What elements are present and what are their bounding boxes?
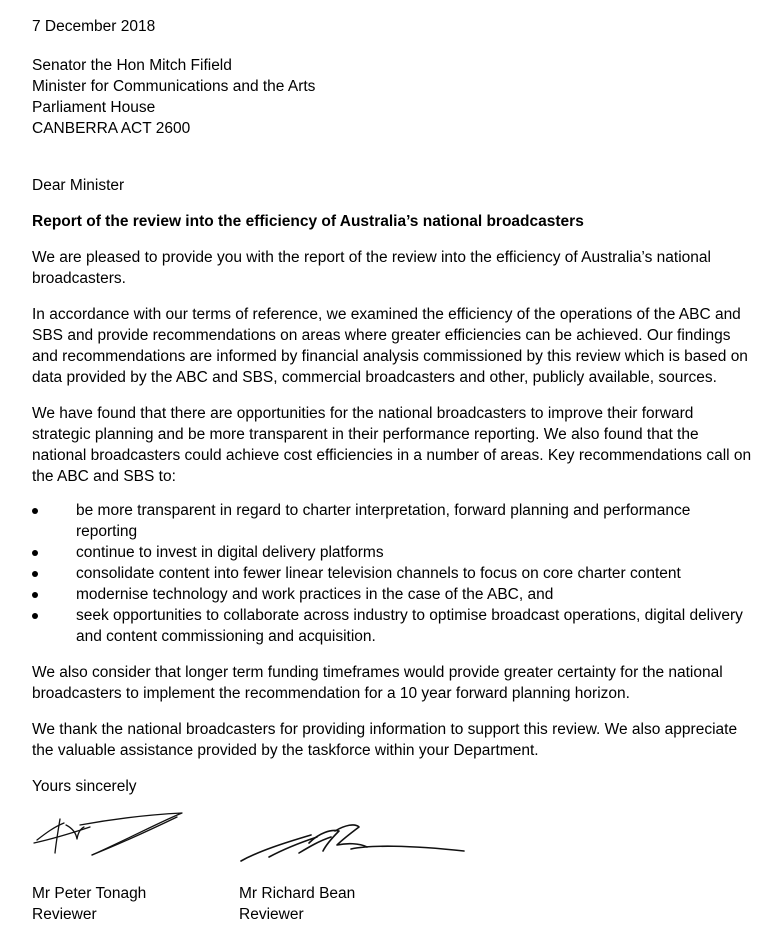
signatory-name: Mr Richard Bean — [239, 885, 356, 902]
recipient-name: Senator the Hon Mitch Fifield — [32, 57, 232, 74]
salutation: Dear Minister — [32, 177, 125, 194]
recommendation-text: consolidate content into fewer linear television channels to focus on core charter content — [76, 565, 681, 582]
bullet-icon — [32, 613, 38, 619]
closing: Yours sincerely — [32, 778, 137, 795]
bullet-icon — [32, 571, 38, 577]
signature-bean-image — [239, 803, 469, 873]
recipient-title: Minister for Communications and the Arts — [32, 78, 316, 95]
signatory-role: Reviewer — [239, 906, 304, 923]
paragraph-terms-of-reference: In accordance with our terms of reference, we examined the efficiency of the operations of the ABC and SBS and provide recommendations on areas where greater efficiencies can be achieved. Our findings and recommendations are informed by financial analysis commissioned by this review which is based on data provided by the ABC and SBS, commercial broadcasters and other, publicly available, sources. — [32, 306, 748, 386]
list-item — [32, 605, 752, 647]
recommendations-list — [32, 500, 752, 647]
paragraph-intro: We are pleased to provide you with the report of the review into the efficiency of Australia’s national broadcasters. — [32, 249, 711, 287]
paragraph-findings: We have found that there are opportunities for the national broadcasters to improve their forward strategic planning and be more transparent in their performance reporting. We also found that the national broadcasters could achieve cost efficiencies in a number of areas. Key recommendations call on the ABC and SBS to: — [32, 405, 752, 485]
list-item — [32, 563, 752, 584]
signatory-bean — [239, 803, 479, 925]
bullet-icon — [32, 508, 38, 514]
recommendation-text: seek opportunities to collaborate across industry to optimise broadcast operations, digital delivery and content commissioning and acquisition. — [76, 607, 743, 645]
paragraph-thanks: We thank the national broadcasters for providing information to support this review. We also appreciate the valuable assistance provided by the taskforce within your Department. — [32, 721, 738, 759]
list-item — [32, 584, 752, 605]
signatory-tonagh — [32, 803, 212, 925]
recommendation-text: continue to invest in digital delivery platforms — [76, 544, 384, 561]
recipient-address — [32, 55, 752, 139]
signature-tonagh-image — [32, 803, 192, 873]
recommendation-text: modernise technology and work practices in the case of the ABC, and — [76, 586, 554, 603]
recipient-building: Parliament House — [32, 99, 156, 116]
subject-line: Report of the review into the efficiency of Australia’s national broadcasters — [32, 213, 584, 230]
bullet-icon — [32, 592, 38, 598]
recipient-city: CANBERRA ACT 2600 — [32, 120, 191, 137]
paragraph-funding: We also consider that longer term funding timeframes would provide greater certainty for the national broadcasters to implement the recommendation for a 10 year forward planning horizon. — [32, 664, 723, 702]
bullet-icon — [32, 550, 38, 556]
letter — [32, 16, 752, 797]
letter-date: 7 December 2018 — [32, 18, 156, 35]
signature-block — [32, 803, 752, 923]
list-item — [32, 542, 752, 563]
signatory-role: Reviewer — [32, 906, 97, 923]
recommendation-text: be more transparent in regard to charter interpretation, forward planning and performance reporting — [76, 502, 691, 540]
list-item — [32, 500, 752, 542]
signatory-name: Mr Peter Tonagh — [32, 885, 147, 902]
